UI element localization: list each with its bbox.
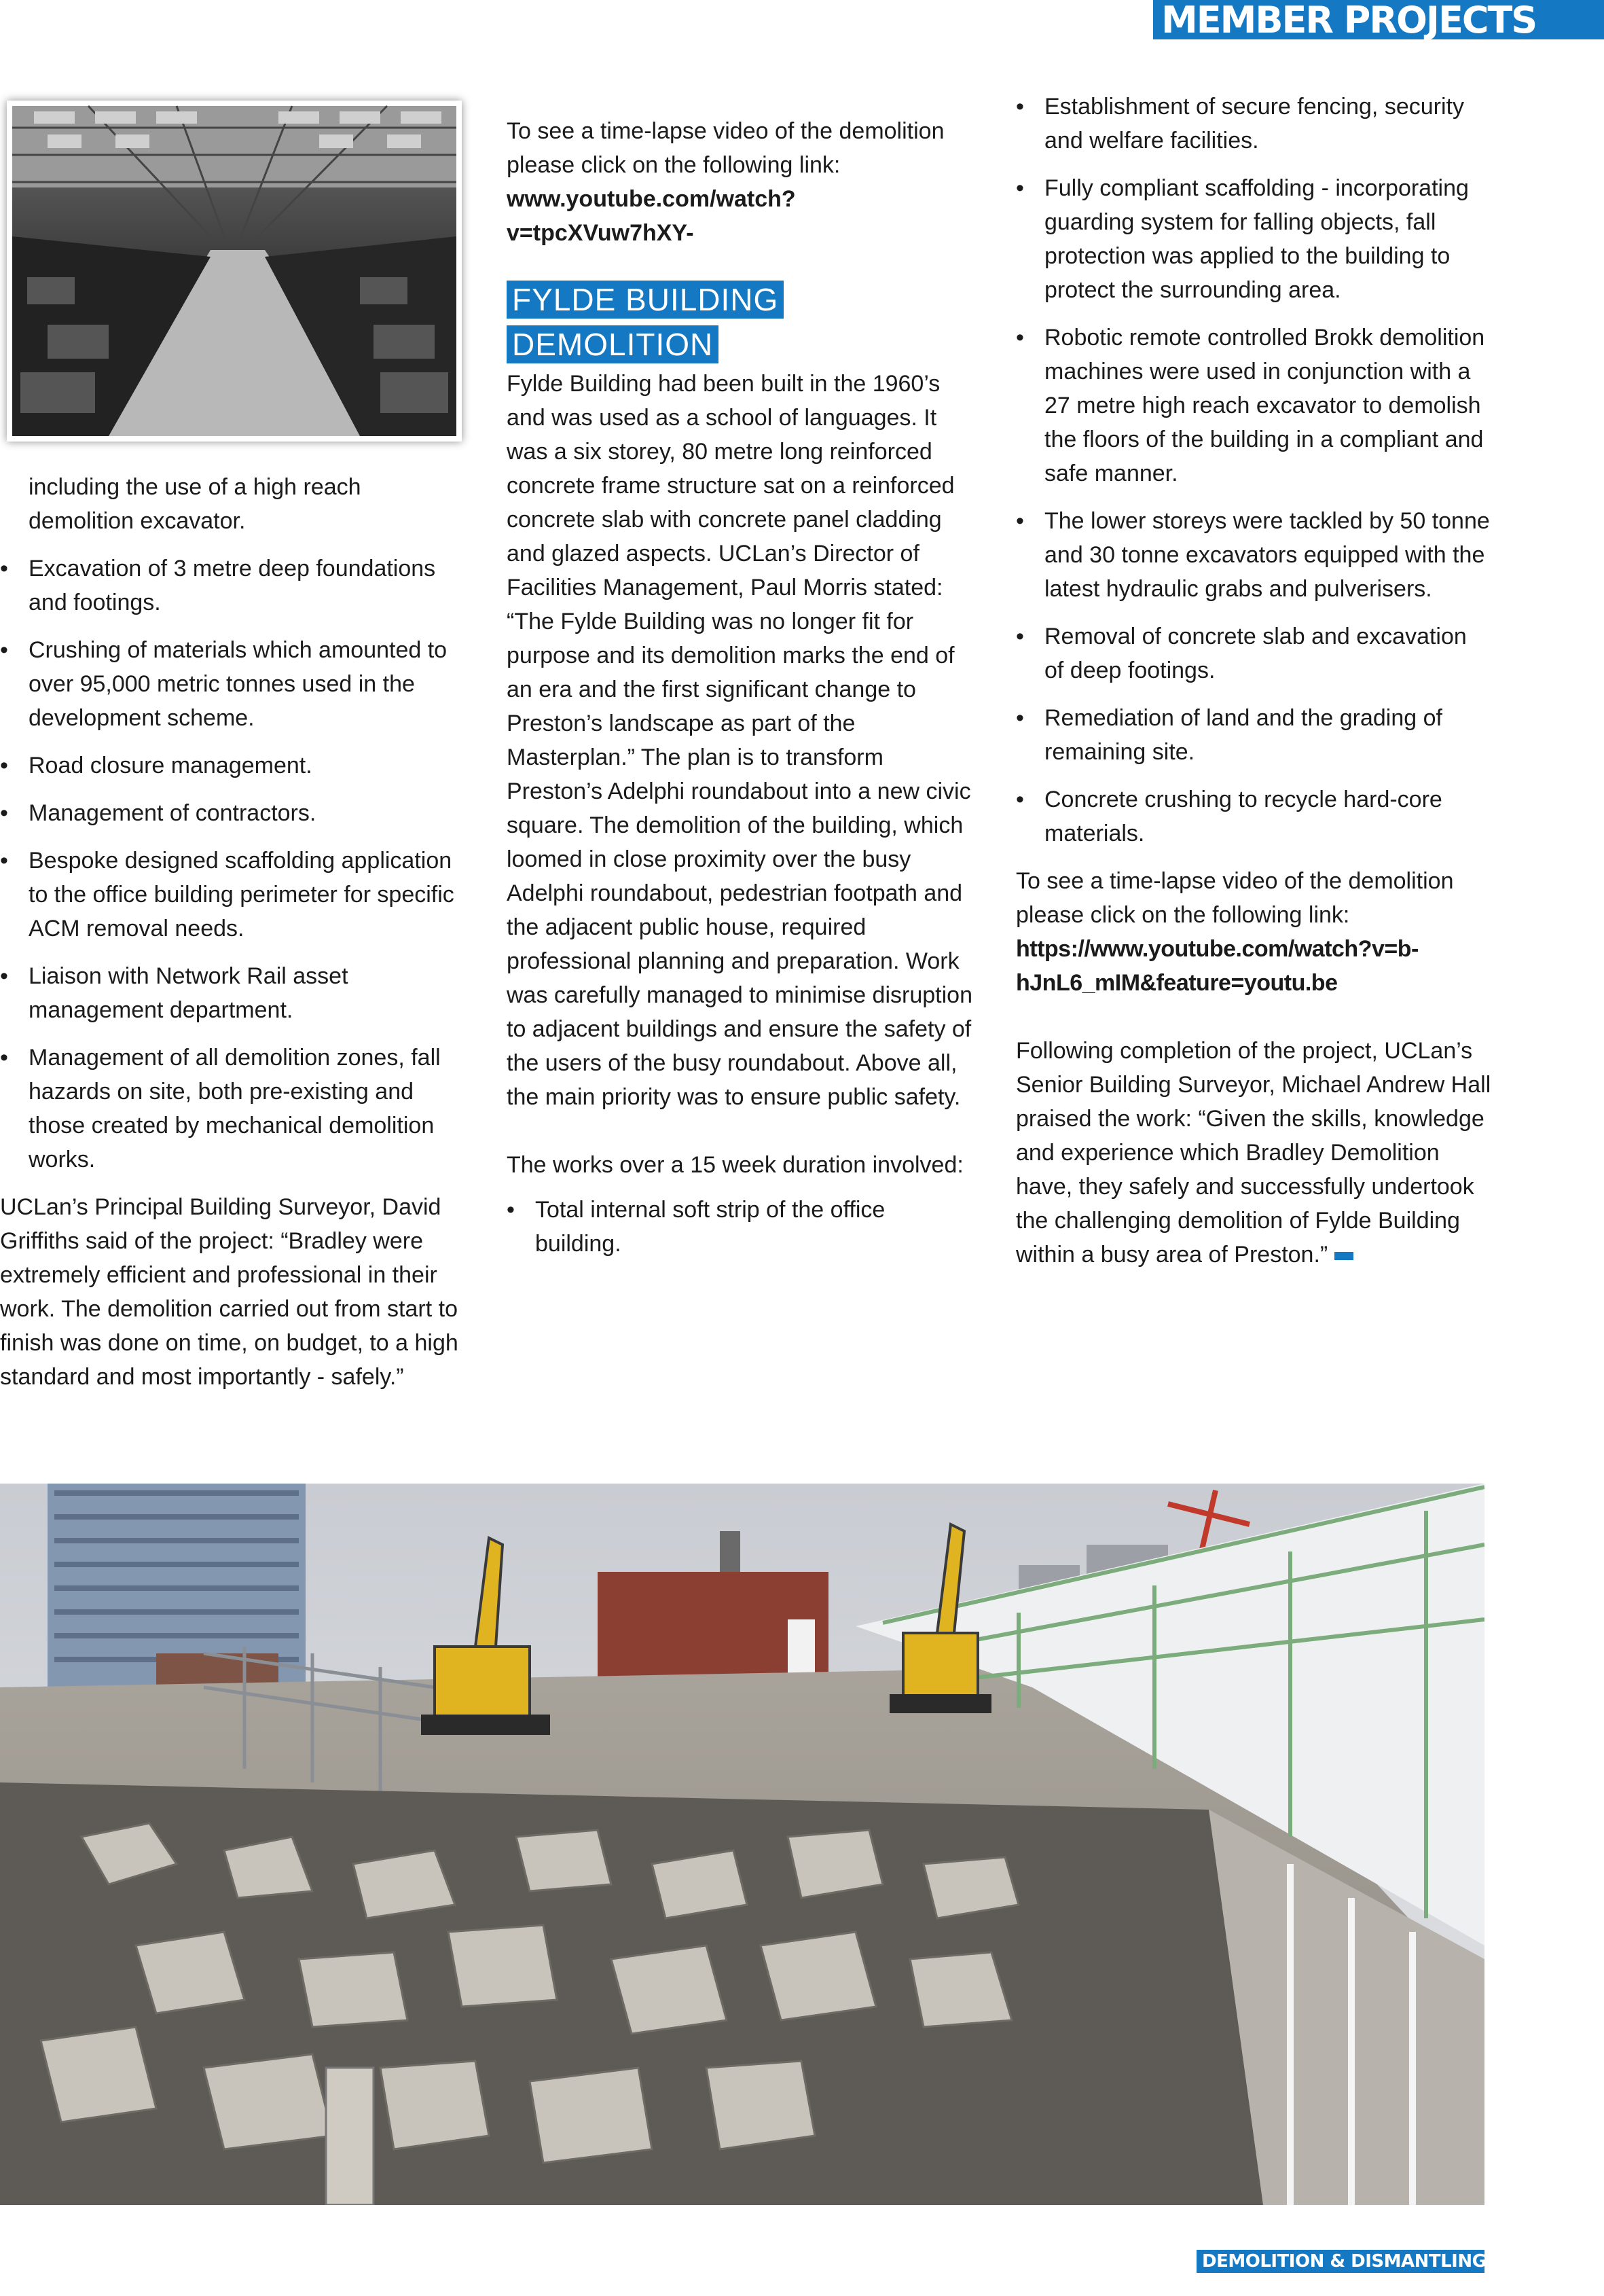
video-intro-text: To see a time-lapse video of the demolition please click on the following link: — [1016, 868, 1454, 928]
works-intro: The works over a 15 week duration involved: — [507, 1152, 964, 1178]
closing-quote — [1016, 1034, 1491, 1272]
archive-factory-photo — [7, 101, 462, 442]
column-1 — [0, 470, 462, 1394]
demolition-site-photo — [0, 1484, 1484, 2205]
work-list-continued — [0, 470, 462, 1177]
closing-quote-text: Following completion of the project, UCLan’s Senior Building Surveyor, Michael Andrew Hall praised the work: “Given the skills, knowledge and experience which Bradley Demolition have, they safely and successfully undertook the challenging demolition of Fylde Building within a busy area of Preston.” — [1016, 1038, 1491, 1268]
list-item: • Road closure management. — [0, 749, 462, 783]
list-item: • Robotic remote controlled Brokk demolition machines were used in conjunction with a 27 metre high reach excavator to demolish the floors of the building in a compliant and safe manner. — [1016, 321, 1491, 490]
works-list — [507, 1193, 975, 1261]
list-item: • Remediation of land and the grading of remaining site. — [1016, 701, 1491, 769]
video-intro — [1016, 864, 1491, 1000]
list-item: including the use of a high reach demolition excavator. — [29, 474, 361, 534]
list-item: • Liaison with Network Rail asset management department. — [0, 959, 462, 1027]
works-list-continued — [1016, 90, 1491, 850]
article-body: Fylde Building had been built in the 1960’s and was used as a school of languages. It was a six storey, 80 metre long reinforced concrete frame structure sat on a reinforced concrete slab with concrete panel cladding and glazed aspects. UCLan’s Director of Facilities Management, Paul Morris stated: “The Fylde Building was no longer fit for purpose and its demolition marks the end of an era and the first significant change to Preston’s landscape as part of the Masterplan.” The plan is to transform Preston’s Adelphi roundabout into a new civic square. The demolition of the building, which loomed in close proximity over the busy Adelphi roundabout, pedestrian footpath and the adjacent public house, required professional planning and preparation. Work was carefully managed to minimise disruption to adjacent buildings and ensure the safety of the users of the busy roundabout. Above all, the main priority was to ensure public safety. — [507, 371, 972, 1110]
list-item: • Bespoke designed scaffolding application to the office building perimeter for specific ACM removal needs. — [0, 844, 462, 946]
list-item: • Total internal soft strip of the office building. — [507, 1193, 975, 1261]
article-heading-text: FYLDE BUILDING DEMOLITION — [507, 281, 784, 363]
list-item: • Concrete crushing to recycle hard-core materials. — [1016, 783, 1491, 850]
list-item: • The lower storeys were tackled by 50 tonne and 30 tonne excavators equipped with the latest hydraulic grabs and pulverisers. — [1016, 504, 1491, 606]
column-3 — [1016, 90, 1491, 1272]
page-footer — [1197, 2250, 1487, 2296]
article-heading — [507, 277, 975, 367]
surveyor-quote: UCLan’s Principal Building Surveyor, David Griffiths said of the project: “Bradley were extremely efficient and professional in their work. The demolition carried out from start to finish was done on time, on budget, to a high standard and most importantly - safely.” — [0, 1194, 458, 1390]
list-item: • Excavation of 3 metre deep foundations and footings. — [0, 552, 462, 620]
list-item: • Fully compliant scaffolding - incorporating guarding system for falling objects, fall protection was applied to the building to protect the surrounding area. — [1016, 171, 1491, 307]
video-intro — [507, 114, 975, 250]
video-intro-text: To see a time-lapse video of the demolition please click on the following link: — [507, 118, 945, 178]
page-number: 27 — [1448, 2272, 1476, 2296]
list-item: • Crushing of materials which amounted to over 95,000 metric tonnes used in the development scheme. — [0, 633, 462, 735]
list-item: • Management of all demolition zones, fall hazards on site, both pre-existing and those created by mechanical demolition works. — [0, 1041, 462, 1177]
column-2 — [507, 114, 975, 1274]
list-item: • Establishment of secure fencing, security and welfare facilities. — [1016, 90, 1491, 158]
section-title: MEMBER PROJECTS — [1153, 0, 1604, 39]
video-link[interactable]: https://www.youtube.com/watch?v=b-hJnL6_mIM&feature=youtu.be — [1016, 936, 1419, 996]
video-link[interactable]: www.youtube.com/watch?v=tpcXVuw7hXY- — [507, 186, 796, 246]
list-item: • Removal of concrete slab and excavation of deep footings. — [1016, 620, 1491, 687]
end-of-article-mark — [1334, 1252, 1353, 1260]
publication-name: DEMOLITION & DISMANTLING — [1202, 2251, 1487, 2272]
list-item: • Management of contractors. — [0, 796, 462, 830]
